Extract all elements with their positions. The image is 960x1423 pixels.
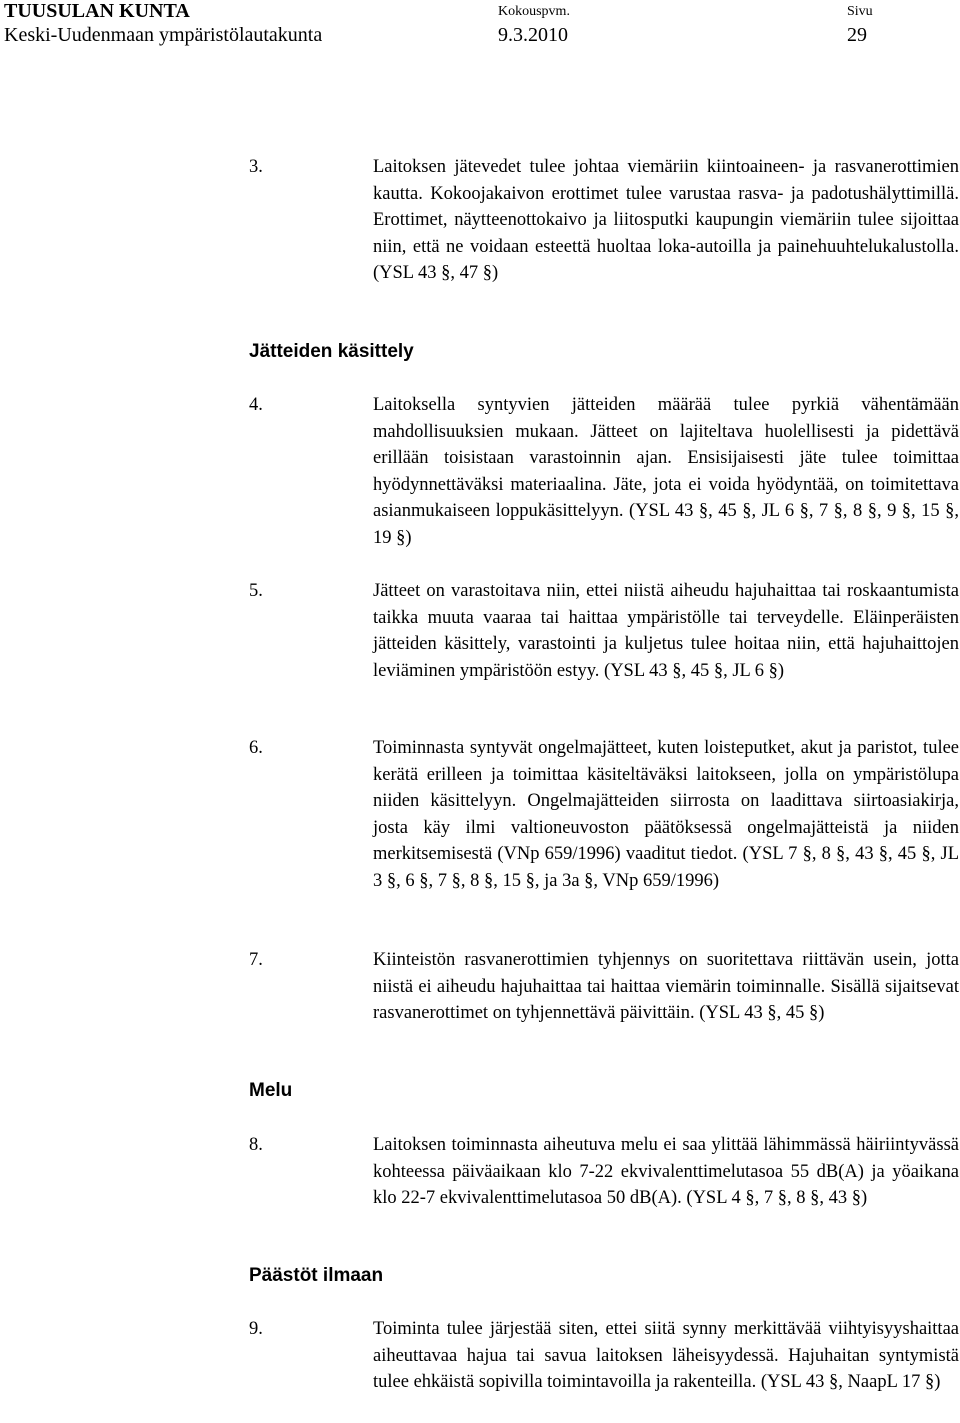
section-heading-air: Päästöt ilmaan [249,1265,384,1286]
organization-name: TUUSULAN KUNTA [4,0,190,22]
regulation-item-7 [249,947,959,1027]
item-number: 4. [249,395,263,415]
regulation-item-8 [249,1132,959,1212]
item-number: 7. [249,950,263,970]
regulation-item-6 [249,735,959,894]
meeting-date-label: Kokouspvm. [498,4,570,19]
item-text: Jätteet on varastoitava niin, ettei niistä aiheudu hajuhaittaa tai roskaantumista taikka muuta vaaraa tai haittaa ympäristölle tai terveydelle. Eläinperäisten jätteiden käsittely, varastointi ja kuljetus tulee hoitaa niin, että hajuhaittojen leviäminen ympäristöön estyy. (YSL 43 §, 45 §, JL 6 §) [373,581,959,681]
section-heading-noise: Melu [249,1080,293,1101]
document-header [0,0,960,60]
regulation-item-4 [249,392,959,551]
regulation-item-9 [249,1316,959,1396]
meeting-date: 9.3.2010 [498,24,568,46]
item-text: Kiinteistön rasvanerottimien tyhjennys on suoritettava riittävän usein, jotta niistä ei aiheudu hajuhaittaa tai haittaa viemärin toiminnalle. Sisällä sijaitsevat rasvanerottimet on tyhjennettävä päivittäin. (YSL 43 §, 45 §) [373,950,959,1023]
regulation-item-5 [249,578,959,684]
item-text: Laitoksen toiminnasta aiheutuva melu ei saa ylittää lähimmässä häiriintyvässä kohteessa päiväaikaan klo 7-22 ekvivalenttimelutasoa 55 dB(A) ja yöaikana klo 22-7 ekvivalenttimelutasoa 50 dB(A). (YSL 4 §, 7 §, 8 §, 43 §) [373,1135,959,1208]
page-label: Sivu [847,4,873,19]
item-text: Toiminnasta syntyvät ongelmajätteet, kuten loisteputket, akut ja paristot, tulee kerätä erilleen ja toimittaa käsiteltäväksi laitokseen, jolla on ympäristölupa niiden käsittelyyn. Ongelmajätteiden siirrosta on laadittava siirtoasiakirja, josta käy ilmi valtioneuvoston päätöksessä ongelmajätteistä ja niiden merkitsemisestä (VNp 659/1996) vaaditut tiedot. (YSL 7 §, 8 §, 43 §, 45 §, JL 3 §, 6 §, 7 §, 8 §, 15 §, ja 3a §, VNp 659/1996) [373,738,959,891]
item-text: Toiminta tulee järjestää siten, ettei siitä synny merkittävää viihtyisyyshaittaa aiheuttavaa hajua tai savua laitoksen läheisyydessä. Hajuhaitan syntymistä tulee ehkäistä sopivilla toimintavoilla ja rakenteilla. (YSL 43 §, NaapL 17 §) [373,1319,959,1392]
item-number: 8. [249,1135,263,1155]
item-text: Laitoksen jätevedet tulee johtaa viemäriin kiintoaineen- ja rasvanerottimien kautta. Kokoojakaivon erottimet tulee varustaa rasva- ja padotushälyttimillä. Erottimet, näytteenottokaivo ja liitosputki kaupungin viemäriin tulee sijoittaa niin, että ne voidaan esteettä huoltaa loka-autoilla ja painehuuhtelukalustolla. (YSL 43 §, 47 §) [373,157,959,283]
page-number: 29 [847,24,867,46]
item-number: 5. [249,581,263,601]
item-number: 6. [249,738,263,758]
item-text: Laitoksella syntyvien jätteiden määrää tulee pyrkiä vähentämään mahdollisuuksien mukaan. Jätteet on lajiteltava huolellisesti ja pidettävä erillään toisistaan varastoinnin ajan. Ensisijaisesti jäte tulee toimittaa hyödynnettäväksi materiaalina. Jäte, jota ei voida hyödyntää, on toimitettava asianmukaiseen loppukäsittelyyn. (YSL 43 §, 45 §, JL 6 §, 7 §, 8 §, 9 §, 15 §, 19 §) [373,395,959,548]
section-heading-waste: Jätteiden käsittely [249,341,414,362]
board-name: Keski-Uudenmaan ympäristölautakunta [4,24,323,46]
item-number: 3. [249,157,263,177]
regulation-item-3 [249,154,959,287]
item-number: 9. [249,1319,263,1339]
